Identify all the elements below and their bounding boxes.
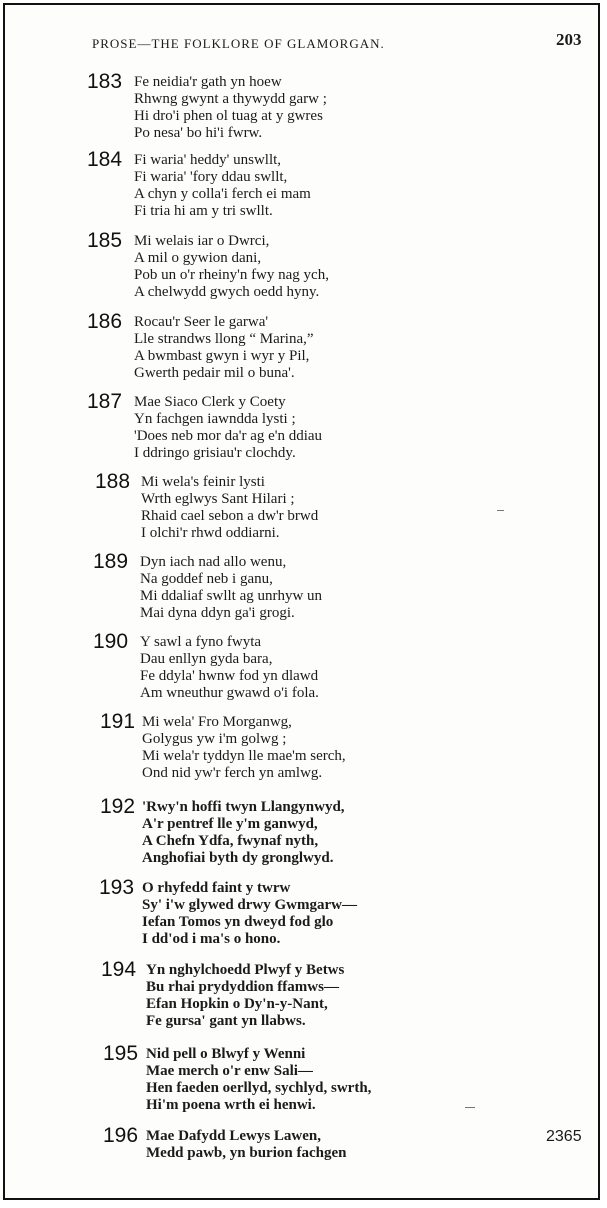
verse-line: Wrth eglwys Sant Hilari ; xyxy=(141,491,295,507)
verse-185 xyxy=(0,229,600,313)
verse-line: A mil o gywion dani, xyxy=(134,250,262,266)
verse-190 xyxy=(0,630,600,714)
verse-line: Fi tria hi am y tri swllt. xyxy=(134,203,273,219)
verse-line: A Chefn Ydfa, fwynaf nyth, xyxy=(142,833,319,849)
verse-line: Rocau'r Seer le garwa' xyxy=(134,314,269,330)
verse-line: Hen faeden oerllyd, sychlyd, swrth, xyxy=(146,1080,372,1096)
verse-line: 'Rwy'n hoffi twyn Llangynwyd, xyxy=(142,799,345,815)
verse-line: Fe ddyla' hwnw fod yn dlawd xyxy=(140,668,319,684)
verse-188 xyxy=(0,470,600,554)
verse-line: Am wneuthur gwawd o'i fola. xyxy=(140,685,319,701)
verse-line: Mae Dafydd Lewys Lawen, xyxy=(146,1128,321,1144)
verse-line: Dyn iach nad allo wenu, xyxy=(140,554,287,570)
verse-number: 196 xyxy=(103,1124,139,1147)
verse-line: Rhwng gwynt a thywydd garw ; xyxy=(134,91,327,107)
verse-line: Iefan Tomos yn dweyd fod glo xyxy=(142,914,334,930)
verse-193 xyxy=(0,876,600,960)
verse-line: I ddringo grisiau'r clochdy. xyxy=(134,445,296,461)
verse-number: 192 xyxy=(100,795,136,818)
verse-line: Dau enllyn gyda bara, xyxy=(140,651,273,667)
verse-line: Golygus yw i'm golwg ; xyxy=(142,731,287,747)
verse-line: A'r pentref lle y'm ganwyd, xyxy=(142,816,318,832)
verse-line: Mi welais iar o Dwrci, xyxy=(134,233,270,249)
verse-number: 184 xyxy=(87,148,123,171)
verse-191 xyxy=(0,710,600,794)
page-number: 203 xyxy=(556,30,582,49)
verse-line: Na goddef neb i ganu, xyxy=(140,571,273,587)
verse-184 xyxy=(0,148,600,232)
verse-line: O rhyfedd faint y twrw xyxy=(142,880,291,896)
margin-mark xyxy=(497,510,504,511)
verse-line: Sy' i'w glywed drwy Gwmgarw— xyxy=(142,897,357,913)
verse-line: Rhaid cael sebon a dw'r brwd xyxy=(141,508,319,524)
verse-187 xyxy=(0,390,600,474)
verse-194 xyxy=(0,958,600,1042)
running-head: PROSE—THE FOLKLORE OF GLAMORGAN. xyxy=(92,36,385,51)
verse-line: Pob un o'r rheiny'n fwy nag ych, xyxy=(134,267,329,283)
verse-189 xyxy=(0,550,600,634)
verse-number: 186 xyxy=(87,310,123,333)
verse-number: 183 xyxy=(87,70,123,93)
verse-line: Yn nghylchoedd Plwyf y Betws xyxy=(146,962,345,978)
verse-line: Gwerth pedair mil o buna'. xyxy=(134,365,295,381)
verse-number: 190 xyxy=(93,630,129,653)
verse-line: Fe gursa' gant yn llabws. xyxy=(146,1013,306,1029)
verse-line: A chelwydd gwych oedd hyny. xyxy=(134,284,320,300)
verse-number: 187 xyxy=(87,390,123,413)
verse-line: Bu rhai prydyddion ffamws— xyxy=(146,979,339,995)
verse-number: 193 xyxy=(99,876,135,899)
verse-line: Fe neidia'r gath yn hoew xyxy=(134,74,282,90)
verse-line: Mi wela' Fro Morganwg, xyxy=(142,714,292,730)
verse-number: 194 xyxy=(101,958,137,981)
verse-192 xyxy=(0,795,600,879)
verse-186 xyxy=(0,310,600,394)
verse-line: Mi wela's feinir lysti xyxy=(141,474,265,490)
verse-line: Y sawl a fyno fwyta xyxy=(140,634,262,650)
verse-line: Mai dyna ddyn ga'i grogi. xyxy=(140,605,295,621)
verse-line: Mae merch o'r enw Sali— xyxy=(146,1063,313,1079)
verse-line: I dd'od i ma's o hono. xyxy=(142,931,281,947)
verse-183 xyxy=(0,70,600,154)
verse-number: 189 xyxy=(93,550,129,573)
verse-line: Efan Hopkin o Dy'n-y-Nant, xyxy=(146,996,328,1012)
catalogue-number: 2365 xyxy=(546,1128,582,1145)
verse-number: 195 xyxy=(103,1042,139,1065)
verse-line: Medd pawb, yn burion fachgen xyxy=(146,1145,347,1161)
verse-line: Fi waria' heddy' unswllt, xyxy=(134,152,282,168)
verse-line: Hi dro'i phen ol tuag at y gwres xyxy=(134,108,323,124)
verse-line: Fi waria' 'fory ddau swllt, xyxy=(134,169,288,185)
verse-196 xyxy=(0,1124,600,1208)
verse-number: 185 xyxy=(87,229,123,252)
verse-line: Po nesa' bo hi'i fwrw. xyxy=(134,125,263,141)
verse-line: Lle strandws llong “ Marina,” xyxy=(134,331,314,347)
verse-line: Anghofiai byth dy gronglwyd. xyxy=(142,850,334,866)
verse-line: Nid pell o Blwyf y Wenni xyxy=(146,1046,306,1062)
verse-line: I olchi'r rhwd oddiarni. xyxy=(141,525,280,541)
verse-number: 188 xyxy=(95,470,131,493)
verse-line: Ond nid yw'r ferch yn amlwg. xyxy=(142,765,323,781)
verse-line: 'Does neb mor da'r ag e'n ddiau xyxy=(134,428,323,444)
verse-line: Hi'm poena wrth ei henwi. xyxy=(146,1097,316,1113)
verse-number: 191 xyxy=(100,710,136,733)
verse-line: A chyn y colla'i ferch ei mam xyxy=(134,186,311,202)
verse-195 xyxy=(0,1042,600,1126)
verse-line: Mi ddaliaf swllt ag unrhyw un xyxy=(140,588,323,604)
verse-line: A bwmbast gwyn i wyr y Pil, xyxy=(134,348,310,364)
verse-line: Mi wela'r tyddyn lle mae'm serch, xyxy=(142,748,346,764)
verse-line: Yn fachgen iawndda lysti ; xyxy=(134,411,296,427)
margin-mark xyxy=(465,1107,475,1108)
verse-line: Mae Siaco Clerk y Coety xyxy=(134,394,286,410)
